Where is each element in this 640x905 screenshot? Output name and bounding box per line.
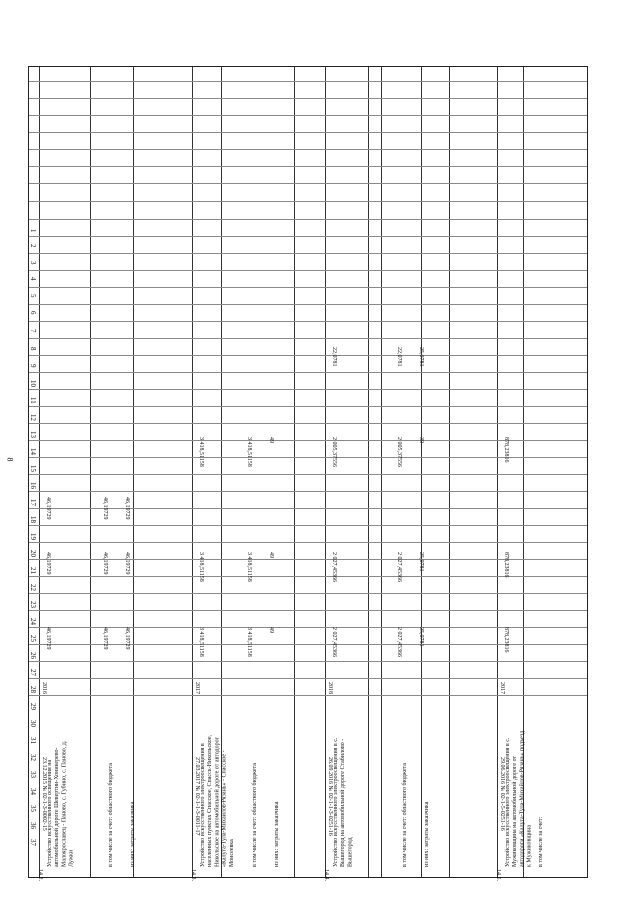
row-id: 14.2. [37,869,43,881]
value-col10: 2 027,45366 [331,552,337,582]
column-divider [192,67,193,877]
year: 2016 [41,682,47,694]
value-col7: 46,19729 [45,627,51,650]
grid-line [29,423,587,424]
row-name: Устройство искусственного электроосвещения в с. Мужиковщина на автомобильной дороге от автодороги «Калуга-Тула-Михайлов-Рязань» подъезд к Мужиковщина [505,730,533,867]
column-number: 8 [29,347,37,351]
value-col7: 46,19729 [123,627,130,650]
column-number: 35 [29,805,37,812]
page-number: 8 [5,457,15,462]
value-col14: 878,23816 [503,437,509,463]
value-col11: 46,19729 [123,497,130,520]
column-divider [421,67,422,877]
value-col11: 46,19729 [101,497,108,520]
sub-row-label: в том числе за счет: областного бюджета [107,763,114,867]
column-number: 6 [29,311,37,315]
column-number: 29 [29,703,37,710]
row-name: Устройство искусственного электроосвещения в с. Вышегород на автомобильной дороге Стабилово - Вышегород [333,737,354,867]
column-number: 1 [29,229,37,233]
column-number: 36 [29,822,37,829]
grid-line [29,389,587,390]
value-col10: 878,23816 [503,552,509,578]
column-number: 4 [29,277,37,281]
grid-line [29,115,587,116]
column-divider [294,67,295,877]
column-divider [325,67,326,877]
value-col7: 878,23816 [503,627,509,653]
value-col10: 3 418,51158 [245,552,252,582]
column-number: 17 [29,499,37,506]
column-number: 15 [29,465,37,472]
column-number: 24 [29,618,37,625]
value-col10: 2 027,45366 [396,552,403,582]
grid-line [29,542,587,543]
column-number: 28 [29,686,37,693]
column-number: 7 [29,329,37,333]
column-number: 5 [29,294,37,298]
value-col17: 25,0781 [418,347,425,367]
value-col11: 46,19729 [45,497,51,520]
row-id: 14.3. [190,869,196,881]
sub-row-label: в том числе за счет: областного бюджета [251,763,258,867]
column-number: 13 [29,431,37,438]
sub-row-label: в том числе за счет: областного бюджета [402,763,409,867]
grid-line [29,81,587,82]
value-col17: 22,0781 [331,347,337,367]
value-col7: 25,0781 [418,627,425,647]
grid-line [29,149,587,150]
column-number: 21 [29,567,37,574]
grid-line [29,525,587,526]
value-col14: 3 418,51158 [198,437,204,467]
estimate-table [28,66,588,881]
column-number: 31 [29,737,37,744]
contract-number: 27.03.2017 № 02-1-1-3-0011-17 [194,757,200,836]
value-col7: 2 027,45366 [396,627,403,657]
grid-line [29,491,587,492]
contract-number: 23.12.2015 № 02-1-3-0002-15 [41,757,47,831]
column-number: 25 [29,635,37,642]
grid-line [29,474,587,475]
value-col14: 3 418,51158 [245,437,252,467]
grid-line [29,201,587,202]
column-number: 37 [29,839,37,846]
grid-line [29,183,587,184]
column-number: 34 [29,788,37,795]
value-col7: 3 418,51158 [245,627,252,657]
grid-line [29,610,587,611]
column-number: 33 [29,771,37,778]
row-id: 14.4. [323,869,329,881]
value-col10: 46,19729 [45,552,51,575]
value-col10: 46,19729 [101,552,108,575]
grid-line [29,678,587,679]
value-col14: 2 005,37556 [331,437,337,467]
row-name: Устройство искусственного освещения на автомобильной дороге Шевертни-Хоникерево-Малоярославец - Паново, с. Губино, с. Паново, д. Лужки [47,740,75,867]
column-number: 19 [29,533,37,540]
grid-line [29,270,587,271]
year: 2017 [194,682,200,694]
grid-line [29,132,587,133]
grid-line [29,695,587,696]
grid-line [29,372,587,373]
column-number: 23 [29,601,37,608]
value-col17: 22,0781 [396,347,403,367]
column-number: 18 [29,516,37,523]
row-id: 14.5. [495,869,501,881]
grid-line [29,406,587,407]
column-number: 26 [29,652,37,659]
column-number: 9 [29,364,37,368]
grid-line [29,253,587,254]
grid-line [29,236,587,237]
year: 2017 [499,682,505,694]
column-divider [449,67,450,877]
value-col14: 2 005,37556 [396,437,403,467]
column-number: 20 [29,550,37,557]
column-number: 22 [29,584,37,591]
column-number: 2 [29,244,37,248]
grid-line [29,304,587,305]
column-divider [497,67,498,877]
column-number: 32 [29,754,37,761]
sub-row-label: из них: затраты заказчика [424,801,431,867]
grid-line [29,219,587,220]
sub-row-label: в том числе за счет: [537,816,544,867]
value-col10: 46,19729 [123,552,130,575]
column-number: 27 [29,669,37,676]
grid-line [29,593,587,594]
column-number: 16 [29,482,37,489]
column-number: 12 [29,414,37,421]
column-number: 14 [29,448,37,455]
value-col14: 49 [267,437,274,443]
grid-line [29,338,587,339]
sub-row-label: из них: затраты заказчика [129,801,136,867]
year: 2018 [327,682,333,694]
value-col10: 25,0781 [418,552,425,572]
grid-line [29,287,587,288]
grid-line [29,166,587,167]
column-divider [39,67,40,877]
sub-row-label: из них: затраты заказчика [273,801,280,867]
value-col10: 49 [267,552,274,558]
grid-line [29,508,587,509]
value-col14: 30 [418,437,425,443]
grid-line [29,321,587,322]
column-number: 10 [29,380,37,387]
column-number: 30 [29,720,37,727]
grid-line [29,98,587,99]
column-number: 3 [29,261,37,265]
contract-number: 26.09.2016 № 02-1-1-3-0251-16 [327,757,333,836]
value-col7: 3 418,51158 [198,627,204,657]
value-col7: 46,19729 [101,627,108,650]
row-name: Устройство искусственного электроосвещения в населенных пунктах Спасское, Спасск-Никольское, Никольское на автомобильной дороге от автодорог «Калуга-Тула-Михайлов-Рязань» - Спасское - Моисеевка [200,735,235,867]
value-col7: 49 [267,627,274,633]
grid-line [29,355,587,356]
value-col7: 2 027,45366 [331,627,337,657]
grid-line [29,661,587,662]
column-number: 11 [29,397,37,404]
column-divider [381,67,382,877]
contract-number: 29.06.2016 № 02-1-5-0251-16 [499,757,505,831]
value-col10: 3 418,51158 [198,552,204,582]
